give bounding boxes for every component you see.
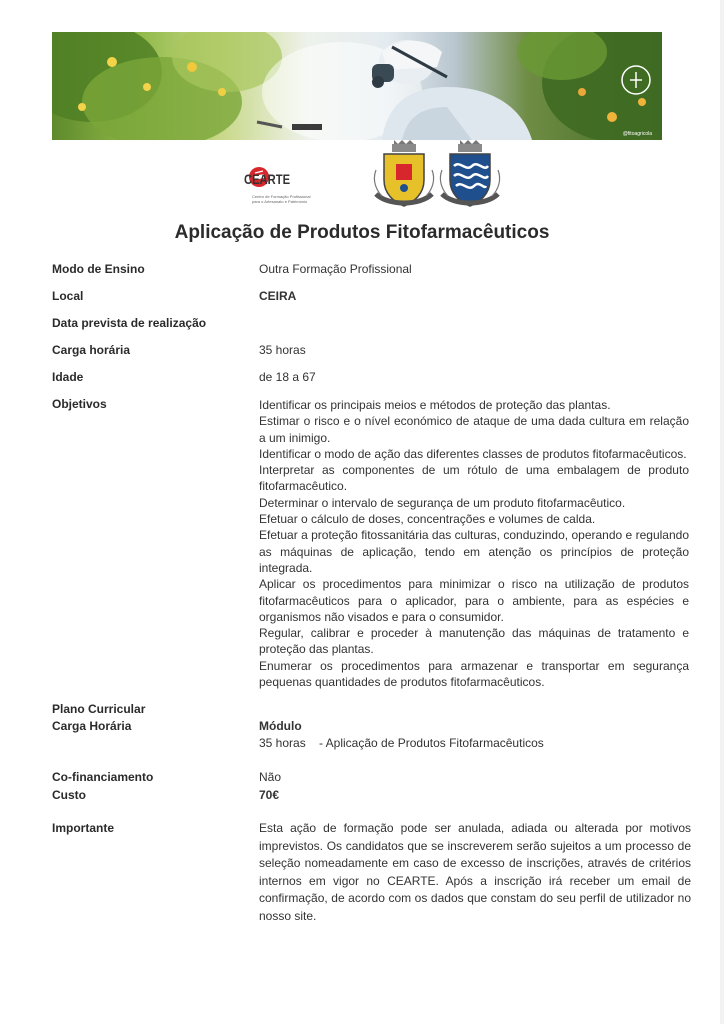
objective-item: Interpretar as componentes de um rótulo de uma embalagem de produto fitofarmacêutico. bbox=[259, 463, 689, 494]
objective-item: Identificar os principais meios e métodos de proteção das plantas. bbox=[259, 398, 611, 412]
page-title: Aplicação de Produtos Fitofarmacêuticos bbox=[174, 222, 550, 243]
header-banner-photo bbox=[52, 32, 662, 140]
label-importante: Importante bbox=[52, 821, 115, 835]
label-carga-horaria-plano: Carga Horária bbox=[52, 719, 132, 733]
label-custo: Custo bbox=[52, 788, 86, 802]
module-name: - Aplicação de Produtos Fitofarmacêuticos bbox=[319, 736, 544, 750]
objective-item: Estimar o risco e o nível económico de ataque de uma dada cultura em relação a um inimigo. bbox=[259, 414, 689, 445]
label-objetivos: Objetivos bbox=[52, 397, 107, 411]
value-co-financiamento: Não bbox=[259, 770, 282, 784]
objective-item: Efetuar o cálculo de doses, concentrações e volumes de calda. bbox=[259, 512, 596, 527]
objective-item: Regular, calibrar e proceder à manutenção das máquinas de tratamento e proteção das plantas. bbox=[259, 626, 689, 657]
objective-item: Identificar o modo de ação das diferentes classes de produtos fitofarmacêuticos. bbox=[259, 446, 687, 461]
value-custo: 70€ bbox=[259, 788, 280, 802]
label-data-prevista: Data prevista de realização bbox=[52, 316, 207, 330]
label-modo-ensino: Modo de Ensino bbox=[52, 262, 145, 276]
module-header: Módulo bbox=[259, 719, 302, 733]
objective-item: Determinar o intervalo de segurança de um produto fitofarmacêutico. bbox=[259, 495, 626, 510]
objective-item: Enumerar os procedimentos para armazenar e transportar em segurança pequenas quantidades de produtos fitofarmacêuticos. bbox=[259, 658, 689, 690]
label-local: Local bbox=[52, 289, 84, 303]
module-hours: 35 horas bbox=[259, 736, 306, 750]
cearte-name: CEARTE bbox=[244, 171, 291, 187]
banner-credit: @fitoagricola bbox=[622, 131, 652, 137]
ceira-crest-gold-icon bbox=[372, 140, 436, 212]
label-carga-horaria: Carga horária bbox=[52, 343, 131, 357]
objectives-list bbox=[259, 397, 689, 690]
objective-item: Efetuar a proteção fitossanitária das culturas, conduzindo, operando e regulando as máquinas de aplicação, tendo em atenção os princípios de proteção integrada. bbox=[259, 528, 689, 575]
ceira-crest-blue-icon bbox=[438, 140, 502, 212]
objective-item: Aplicar os procedimentos para minimizar o risco na utilização de produtos fitofarmacêuticos para o aplicador, para o ambiente, para as espécies e organismos não visados e para o consumidor. bbox=[259, 577, 689, 624]
value-idade: de 18 a 67 bbox=[259, 370, 316, 384]
label-plano-curricular: Plano Curricular bbox=[52, 702, 146, 716]
banner-illustration bbox=[52, 32, 662, 140]
value-local: CEIRA bbox=[259, 289, 297, 303]
label-idade: Idade bbox=[52, 370, 84, 384]
cearte-subtitle: Centro de Formação Profissional para o Artesanato e Património bbox=[252, 194, 311, 204]
page-edge-shadow bbox=[720, 0, 724, 1024]
value-carga-horaria: 35 horas bbox=[259, 343, 306, 357]
important-notice: Esta ação de formação pode ser anulada, adiada ou alterada por motivos imprevistos. Os candidatos que se inscreverem serão sujeitos a um processo de seleção nomeadamente em caso de excesso de inscrições, através de critérios internos em vigor no CEARTE. Após a inscrição irá receber um email de confirmação, de acordo com os dados que constam do seu perfil de utilizador no nosso site. bbox=[259, 821, 691, 923]
label-co-financiamento: Co-financiamento bbox=[52, 770, 154, 784]
value-modo-ensino: Outra Formação Profissional bbox=[259, 262, 412, 276]
